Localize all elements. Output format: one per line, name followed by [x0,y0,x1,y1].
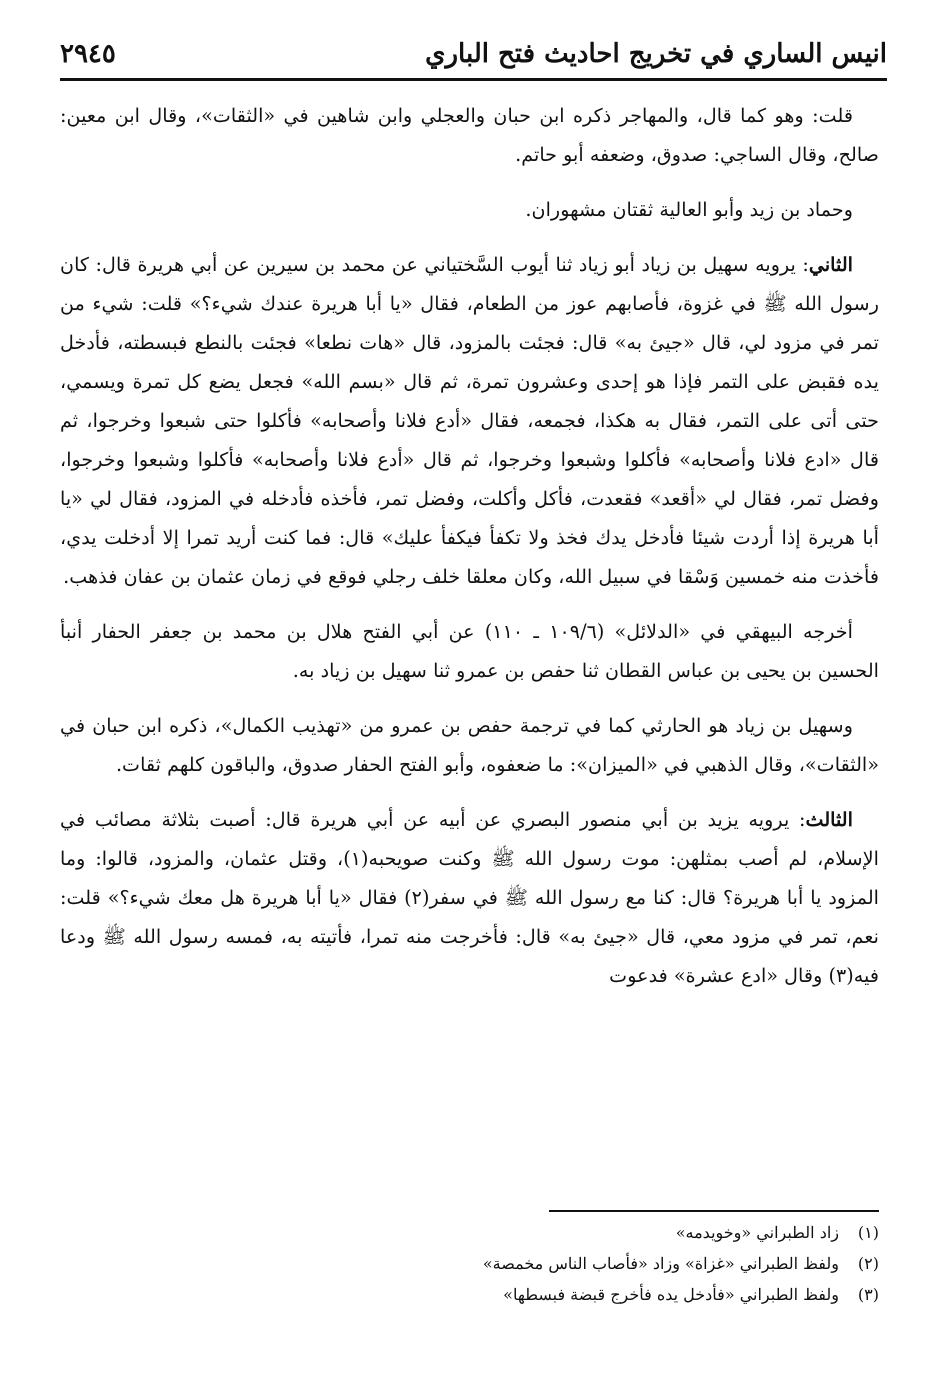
paragraph-text: : يرويه سهيل بن زياد أبو زياد ثنا أيوب السَّختياني عن محمد بن سيرين عن أبي هريرة قال: كان رسول الله ﷺ في غزوة، فأصابهم عوز من الطعام، فقال «يا أبا هريرة عندك شيء؟» قلت: شيء من تمر في مزود لي، قال «جيئ به» قال: فجئت بالمزود، قال «هات نطعا» فجئت بالنطع فبسطته، فأدخل يده فقبض على التمر فإذا هو إحدى وعشرون تمرة، ثم قال «بسم الله» فجعل يضع كل تمرة ويسمي، حتى أتى على التمر، فقال به هكذا، فجمعه، فقال «أدع فلانا وأصحابه» فأكلوا حتى شبعوا وخرجوا، ثم قال «ادع فلانا وأصحابه» فأكلوا وشبعوا وخرجوا، ثم قال «أدع فلانا وأصحابه» فأكلوا وشبعوا وخرجوا، وفضل تمر، فقال لي «أقعد» فقعدت، فأكل وأكلت، وفضل تمر، فأخذه فأدخله في المزود، فقال لي «يا أبا هريرة إذا أردت شيئا فأدخل يدك فخذ ولا تكفأ فيكفأ عليك» قال: فما كنت أريد تمرا إلا أدخلت يدي، فأخذت منه خمسين وَسْقا في سبيل الله، وكان معلقا خلف رجلي فوقع في زمان عثمان بن عفان فذهب. [60,253,879,588]
footnote [60,1248,879,1279]
running-header [60,30,887,81]
paragraph-second-route [60,245,879,596]
paragraph [60,706,879,784]
paragraph-text: أخرجه البيهقي في «الدلائل» (١٠٩/٦ ـ ١١٠) عن أبي الفتح هلال بن محمد بن جعفر الحفار أنبأ الحسين بن يحيى بن عباس القطان ثنا حفص بن عمرو ثنا سهيل بن زياد به. [60,620,879,682]
footnotes [60,1217,879,1310]
footnote-text: زاد الطبراني «وخويدمه» [675,1223,839,1242]
section-lead: الثاني [808,253,853,276]
section-lead: الثالث [805,808,853,831]
paragraph [60,612,879,690]
paragraph-text: : يرويه يزيد بن أبي منصور البصري عن أبيه عن أبي هريرة قال: أصبت بثلاثة مصائب في الإسلام، لم أصب بمثلهن: موت رسول الله ﷺ وكنت صويحبه(١)، وقتل عثمان، والمزود، قالوا: وما المزود يا أبا هريرة؟ قال: كنا مع رسول الله ﷺ في سفر(٢) فقال «يا أبا هريرة هل معك شيء؟» قلت: نعم، تمر في مزود معي، قال «جيئ به» قال: فأخرجت منه تمرا، فأتيته به، فمسه رسول الله ﷺ ودعا فيه(٣) وقال «ادع عشرة» فدعوت [60,808,879,987]
main-text [60,96,879,1004]
footnote [60,1217,879,1248]
paragraph-text: وحماد بن زيد وأبو العالية ثقتان مشهوران. [525,198,853,221]
book-title: انيس الساري في تخريج احاديث فتح الباري [425,39,887,69]
page-number: ٢٩٤٥ [60,39,116,69]
paragraph [60,190,879,229]
footnote-separator [549,1210,879,1212]
footnote-number: (١) [857,1223,879,1242]
paragraph-text: وسهيل بن زياد هو الحارثي كما في ترجمة حفص بن عمرو من «تهذيب الكمال»، ذكره ابن حبان في «الثقات»، وقال الذهبي في «الميزان»: ما ضعفوه، وأبو الفتح الحفار صدوق، والباقون كلهم ثقات. [60,714,879,776]
footnote-number: (٢) [857,1254,879,1273]
footnote-number: (٣) [857,1285,879,1304]
paragraph [60,96,879,174]
paragraph-text: قلت: وهو كما قال، والمهاجر ذكره ابن حبان والعجلي وابن شاهين في «الثقات»، وقال ابن معين: صالح، وقال الساجي: صدوق، وضعفه أبو حاتم. [60,104,879,166]
footnote-text: ولفظ الطبراني «فأدخل يده فأخرج قبضة فبسطها» [503,1285,839,1304]
paragraph-third-route [60,800,879,995]
footnote-text: ولفظ الطبراني «غزاة» وزاد «فأصاب الناس مخمصة» [482,1254,839,1273]
footnote [60,1279,879,1310]
